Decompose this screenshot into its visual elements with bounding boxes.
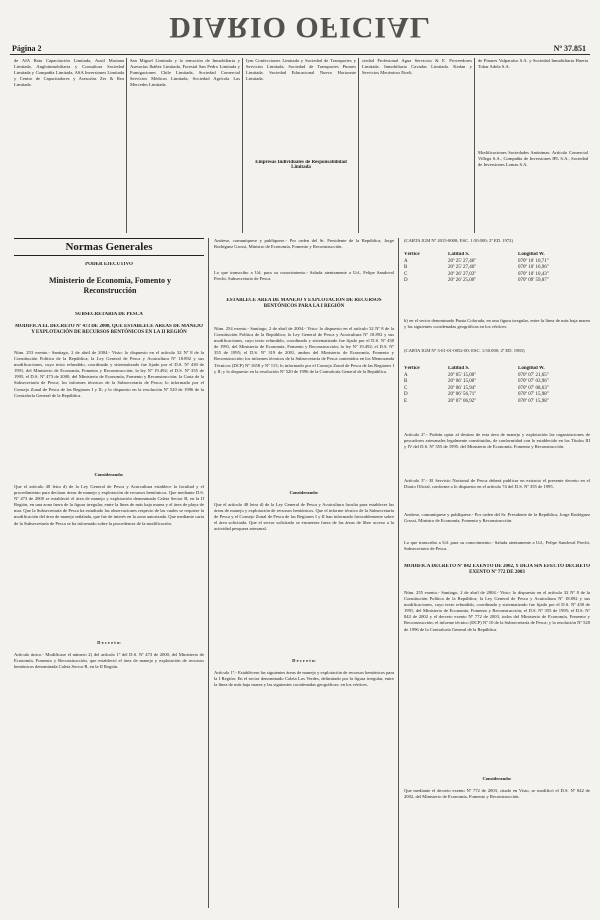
cell: 070º 10' 16,96" bbox=[518, 265, 549, 270]
top-column-5-heading: Empresas Individuales de Responsabilidad Limitada bbox=[255, 160, 347, 170]
decree-255-body: Núm. 255 exento.- Santiago, 2 de abril de 2004.- Visto: lo dispuesto en el artículo 32 Nº 8 de la Constitución Política de la República; la Ley General de Pesca y Acuicultura Nº 18.892 y sus modificaciones, cuyo texto refundido, coordinado y sistematizado fue fijado por el D.S. Nº 430 de 1991, del Ministerio de Economía, Fomento y Reconstrucción; el D.S. Nº 355 de 1995; el D.S. Nº 842 de 2002 y el decreto exento Nº 772 de 2003, todos del Ministerio de Economía, Fomento y Reconstrucción; el informe técnico (DCP) Nº 10 de la Subsecretaría de Pesca; y la resolución Nº 520 de 1996 de la Contraloría General de la República. bbox=[404, 590, 590, 632]
column-divider bbox=[358, 58, 359, 233]
decree-254-decreto-label: D e c r e t o: bbox=[292, 658, 316, 663]
cell: 070º 07' 03,96" bbox=[518, 379, 549, 384]
cell: 20º 06' 56,71" bbox=[448, 392, 477, 397]
coordinates-note: b) en el sector denominado Punta Colorada, en una figura irregular, entre la línea de más baja marea y las siguientes coordenadas geográficas en los vértices: bbox=[404, 318, 590, 330]
top-column-6: de Pinares Valparaíso S.A. y Sociedad Inmobiliaria Huerta Tobar Adela S.A. bbox=[478, 58, 588, 70]
cell: 070º 10' 10,43" bbox=[518, 271, 549, 277]
carta-reference-2: (CARTA IGM Nº 3-01-01-0052-00; ESC. 1:50.000; 2º ED. 1983) bbox=[404, 348, 525, 353]
carta-reference-1: (CARTA IGM Nº 2015-0000; ESC. 1:50.000; 2º ED. 1972) bbox=[404, 238, 514, 243]
article-2: Artículo 2º.- Podrán optar al destino de esta área de manejo y explotación las organizaciones de pescadores artesanales legalmente constituidas, de conformidad con lo establecido en los Títulos III y IV del D.S. Nº 355 de 1995, del Ministerio de Economía, Fomento y Reconstrucción. bbox=[404, 432, 590, 450]
decree-254-decreto: Artículo 1º.- Establécese las siguientes áreas de manejo y explotación de recursos bentónicos para la I Región: En el sector denominado Caleta Los Verdes, delimitado por la figura irregular, entre la línea de más baja marea y las siguientes coordenadas geográficas: en los vértices. bbox=[214, 670, 394, 688]
decree-254-title: ESTABLECE ÁREA DE MANEJO Y EXPLOTACIÓN DE RECURSOS BENTÓNICOS PARA LA I REGIÓN bbox=[226, 298, 382, 310]
decree-253-decreto: Artículo único.- Modifícase el número 2) del artículo 1º del D.S. Nº 473 de 2000, del Ministerio de Economía, Fomento y Reconstrucción, que estableció el área de manejo y explotación de recursos bentónicos denominada Caleta Sector B, en la II Región. bbox=[14, 652, 204, 670]
article-3: Artículo 3º.- El Servicio Nacional de Pesca deberá publicar en extracto el presente decreto en el Diario Oficial, conforme a lo dispuesto en el artículo 74 del D.S. Nº 355 de 1995. bbox=[404, 478, 590, 490]
decree-253-considerando: Que el artículo 48 letra d) de la Ley General de Pesca y Acuicultura establece la facultad y el procedimiento para declarar áreas de manejo y explotación de recursos bentónicos. Que mediante D.S. Nº 473 de 2000 se estableció el área de manejo y explotación denominada Caleta Sector B, en la II Región, en una zona fuera de la figura irregular, entre la línea de más baja marea y el área de playa de mar. Que la Subsecretaría de Pesca ha estudiado las observaciones respecto de las cuales se requiere la modificación del área de manejo señalada, que fue de interés en la zona autorizada. Que mediante carta de la Subsecretaría de Pesca se ha informado sobre la procedencia de la modificación. bbox=[14, 484, 204, 526]
cell: B bbox=[404, 265, 408, 270]
column-divider bbox=[242, 58, 243, 233]
coordinates-table-2 bbox=[404, 366, 590, 426]
cell: A bbox=[404, 372, 408, 378]
decree-255-considerando: Que mediante el decreto exento Nº 772 de 2003, citado en Visto, se modificó el D.S. Nº 842 de 2002, del Ministerio de Economía, Fomento y Reconstrucción. bbox=[404, 788, 590, 800]
header-longitud: Longitud W. bbox=[518, 252, 545, 257]
cell: 20º 06' 15,00" bbox=[448, 379, 477, 384]
cell: D bbox=[404, 278, 408, 283]
subsecretaria-label: SUBSECRETARÍA DE PESCA bbox=[75, 312, 143, 317]
cell: C bbox=[404, 385, 408, 391]
section-title: Normas Generales bbox=[14, 238, 204, 256]
header-vertice: Vértice bbox=[404, 252, 420, 257]
cell: 20º 26' 25,00" bbox=[448, 278, 477, 283]
top-column-1: de AIA Bata Capacitación Limitada, Ausil Mariana Limitada, Angloinmobiliaria y Consultora Sociedad Limitada y Compañía Limitada, ASA Inversiones Limitada y Centro de Capacitadores y Asesorías Zer & Rea Limitada. bbox=[14, 58, 124, 88]
masthead-title: DIARIO OFICIAL bbox=[169, 11, 431, 44]
column-divider bbox=[398, 238, 399, 908]
decree-254-transcribe: Lo que transcribo a Ud. para su conocimiento.- Saluda atentamente a Ud., Felipe Sandoval Precht, Subsecretario de Pesca. bbox=[404, 540, 590, 552]
cell: 20º 07' 06,92" bbox=[448, 398, 477, 404]
table-row bbox=[404, 399, 590, 406]
decree-255-title: MODIFICA DECRETO Nº 842 EXENTO DE 2002, Y DEJA SIN EFECTO DECRETO EXENTO Nº 772 DE 2003 bbox=[404, 564, 590, 576]
cell: B bbox=[404, 379, 408, 384]
header-latitud: Latitud S. bbox=[448, 366, 470, 371]
cell: E bbox=[404, 398, 408, 404]
column-divider bbox=[474, 58, 475, 233]
top-column-7: Modificaciones Sociedades Anónimas: Artículo Comercial Villega S.A., Compañía de Inversiones IPL S.A., Sociedad de Inversiones Lomas S.A. bbox=[478, 150, 588, 168]
header-rule bbox=[10, 54, 590, 55]
cell: C bbox=[404, 271, 408, 277]
cell: 20º 25' 27,46" bbox=[448, 258, 477, 264]
decree-253-decreto-label: D e c r e t o: bbox=[97, 640, 121, 645]
page-number: Página 2 bbox=[12, 44, 42, 53]
issue-number: Nº 37.851 bbox=[553, 44, 586, 53]
cell: 20º 05' 15,00" bbox=[448, 372, 477, 378]
cell: 070º 10' 10,71" bbox=[518, 258, 549, 264]
decree-253-title: MODIFICA EL DECRETO Nº 473 DE 2000, QUE ESTABLECE ÁREAS DE MANEJO Y EXPLOTACIÓN DE RECURSOS BENTÓNICOS EN LA II REGIÓN bbox=[15, 324, 203, 336]
cell: A bbox=[404, 258, 408, 264]
masthead bbox=[0, 0, 600, 52]
cell: 070º 07' 15,98" bbox=[518, 392, 549, 397]
top-column-3: Iym Confecciones Limitada y Sociedad de Transportes y Servicios Limitada. Sociedad de Transportes Pinares Limitada. Sociedad Educacional Nuevo Horizonte Limitada. bbox=[246, 58, 356, 82]
header-vertice: Vértice bbox=[404, 366, 420, 371]
decree-254-considerando: Que el artículo 48 letra d) de la Ley General de Pesca y Acuicultura faculta para establecer las áreas de manejo y explotación de recursos bentónicos. Que el informe técnico de la Subsecretaría de Pesca y el Consejo Zonal de Pesca de las Regiones I y II han informado favorablemente sobre el área solicitada. Que el sector solicitado se encuentra fuera de las áreas de libre acceso a la actividad pesquera artesanal. bbox=[214, 502, 394, 532]
cell: 070º 07' 21,65" bbox=[518, 372, 549, 378]
ministry-heading: Ministerio de Economía, Fomento y Reconstrucción bbox=[49, 276, 171, 295]
cell: 20º 26' 27,03" bbox=[448, 271, 477, 277]
column-divider bbox=[126, 58, 127, 233]
header-longitud: Longitud W. bbox=[518, 366, 545, 371]
column-divider bbox=[208, 238, 209, 908]
decree-255-considerando-label: Considerando: bbox=[482, 776, 512, 781]
cell: 20º 25' 27,46" bbox=[448, 265, 477, 270]
coordinates-table-1 bbox=[404, 252, 590, 312]
cell: D bbox=[404, 392, 408, 397]
top-column-4: ciedad Profesional Agua Servicios & E. Proveedores Limitada. Inmobiliaria Cavadas Limitada. Kedan y Servicios Mecánicos Eireli. bbox=[362, 58, 472, 76]
decree-254-closing: Anótese, comuníquese y publíquese.- Por orden del Sr. Presidente de la República, Jorge Rodríguez Grossi, Ministro de Economía, Fomento y Reconstrucción. bbox=[404, 512, 590, 524]
cell: 20º 06' 15,94" bbox=[448, 385, 477, 391]
decree-253-considerando-label: Considerando: bbox=[94, 472, 124, 477]
cell: 070º 09' 59,87" bbox=[518, 278, 549, 283]
decree-254-considerando-label: Considerando: bbox=[289, 490, 319, 495]
decree-253-closing: Anótese, comuníquese y publíquese.- Por orden del Sr. Presidente de la República, Jorge Rodríguez Grossi, Ministro de Economía, Fomento y Reconstrucción. bbox=[214, 238, 394, 250]
decree-254-body: Núm. 254 exento.- Santiago, 2 de abril de 2004.- Visto: lo dispuesto en el artículo 32 Nº 8 de la Constitución Política de la República; la Ley General de Pesca y Acuicultura Nº 18.892 y sus modificaciones, cuyo texto refundido, coordinado y sistematizado fue fijado por el D.S. Nº 430 de 1991, del Ministerio de Economía, Fomento y Reconstrucción; la ley Nº 19.492; el D.S. Nº 355 de 1995; el D.S. Nº 319 de 2001, ambos del Ministerio de Economía, Fomento y Reconstrucción; los informes técnicos de la Subsecretaría de Pesca contenidos en los Memoranda Técnicos (DCP) Nº 1658 y Nº 115; lo informado por el Consejo Zonal de Pesca de las Regiones I y II; y lo dispuesto en la resolución Nº 520 de 1996 de la Contraloría General de la República. bbox=[214, 326, 394, 374]
cell: 070º 07' 08,63" bbox=[518, 385, 549, 391]
table-row bbox=[404, 278, 590, 285]
header-latitud: Latitud S. bbox=[448, 252, 470, 257]
cell: 070º 07' 15,98" bbox=[518, 398, 549, 404]
top-column-2: San Miguel Limitada y la remoción de Inmobiliaria y Asesorías Ibáñez Limitada, Forestal San Pedro Limitada y Fumigaciones Chile Limitada, Sociedad Comercial Servicios Médicos Limitada, Sociedad Agrícola Las Mercedes Limitada. bbox=[130, 58, 240, 88]
decree-253-body: Núm. 253 exento.- Santiago, 2 de abril de 2004.- Visto: lo dispuesto en el artículo 32 Nº 8 de la Constitución Política de la República; la Ley General de Pesca y Acuicultura Nº 18.892 y sus modificaciones, cuyo texto refundido, coordinado y sistematizado fue fijado por el D.S. Nº 430 de 1991, del Ministerio de Economía, Fomento y Reconstrucción; la ley Nº 19.492; el D.S. Nº 355 de 1995, el D.S. Nº 473 de 2000, del Ministerio de Economía, Fomento y Reconstrucción; la Carta de la Subsecretaría de Pesca; los informes técnicos de la Subsecretaría de Pesca; lo informado por el Consejo Zonal de Pesca de las Regiones I y II; y lo dispuesto en la resolución Nº 520 de 1996 de la Contraloría General de la República. bbox=[14, 350, 204, 398]
decree-253-transcribe: Lo que transcribo a Ud. para su conocimiento.- Saluda atentamente a Ud., Felipe Sandoval Precht, Subsecretario de Pesca. bbox=[214, 270, 394, 282]
poder-label: PODER EJECUTIVO bbox=[85, 262, 133, 267]
